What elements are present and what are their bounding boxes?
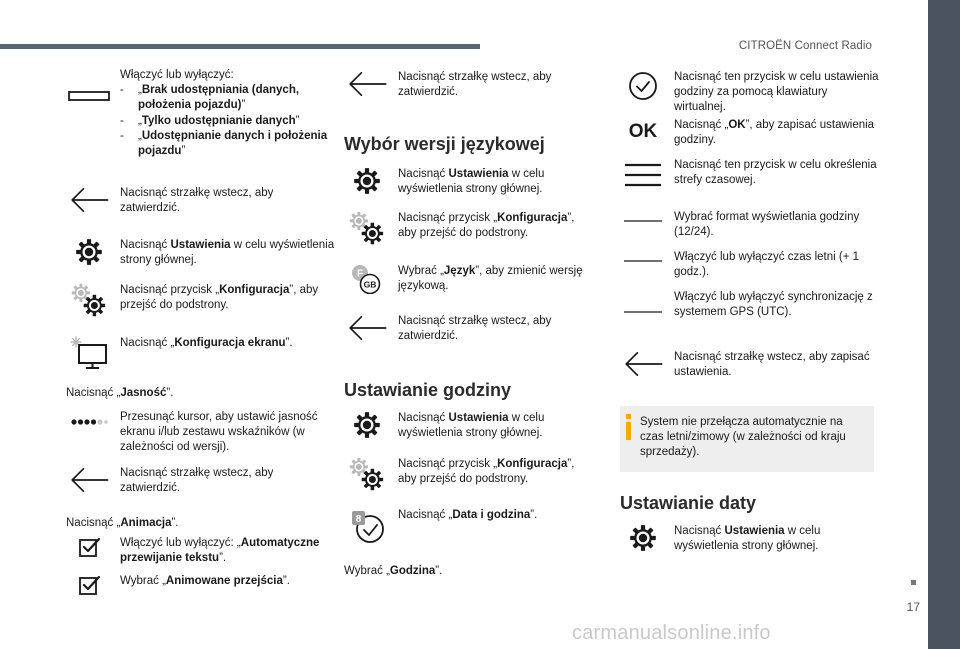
slider-text: Przesunąć kursor, aby ustawić jasność ekranu i/lub zestawu wskaźników (w zależności od wersji). <box>120 411 318 454</box>
back-confirm-row-1 <box>66 186 336 216</box>
brand-title: CITROËN Connect Radio <box>738 40 872 52</box>
time-heading: Ustawianie godziny <box>344 380 512 400</box>
autoscroll-row: Włączyć lub wyłączyć: „Automatyczne przewijanie tekstu”. <box>66 536 336 566</box>
ok-button-icon[interactable] <box>625 118 661 140</box>
toggle-bar-icon[interactable] <box>68 90 110 102</box>
format-row <box>620 210 880 240</box>
gear-icon[interactable] <box>629 524 657 552</box>
page-number: 17 <box>906 600 920 614</box>
virtual-keyboard-row <box>620 70 880 116</box>
page-marker <box>911 580 916 585</box>
hour-instruction: Wybrać „Godzina”. <box>344 565 443 577</box>
back-arrow-icon[interactable] <box>68 186 110 214</box>
menu-list-icon[interactable] <box>624 162 662 188</box>
time-config-row: Nacisnąć przycisk „Konfiguracja”, aby przejść do podstrony. <box>344 457 594 493</box>
info-box <box>620 406 874 472</box>
config-gears-icon[interactable] <box>349 457 385 493</box>
flag-gb-label: GB <box>363 279 377 290</box>
sharing-toggle-intro: Włączyć lub wyłączyć: <box>120 69 234 81</box>
screen-config-row: Nacisnąć „Konfiguracja ekranu”. <box>66 336 336 370</box>
config-gears-icon[interactable] <box>71 283 107 319</box>
option-line-icon[interactable] <box>624 219 662 223</box>
back-confirm-text: Nacisnąć strzałkę wstecz, aby zatwierdzić. <box>120 187 274 215</box>
gear-icon[interactable] <box>353 411 381 439</box>
option-line-icon[interactable] <box>624 259 662 263</box>
time-settings-row: Nacisnąć Ustawienia w celu wyświetlenia strony głównej. <box>344 411 594 441</box>
config-gears-icon[interactable] <box>349 211 385 247</box>
brightness-slider-row <box>66 410 336 456</box>
language-row: F GB Wybrać „Język”, aby zmienić wersję językową. <box>344 264 594 294</box>
back-save-row <box>620 350 880 380</box>
back-confirm-text: Nacisnąć strzałkę wstecz, aby zatwierdzić. <box>398 71 552 99</box>
ok-row: OK Nacisnąć „OK”, aby zapisać ustawienia godziny. <box>620 118 880 148</box>
date-settings-row: Nacisnąć Ustawienia w celu wyświetlenia strony głównej. <box>620 524 880 554</box>
back-confirm-text: Nacisnąć strzałkę wstecz, aby zatwierdzić. <box>120 467 274 495</box>
animated-transitions-row: Wybrać „Animowane przejścia”. <box>66 574 336 598</box>
animation-instruction: Nacisnąć „Animacja”. <box>66 517 179 529</box>
datetime-row: 8 Nacisnąć „Data i godzina”. <box>344 508 594 544</box>
lang-back-row <box>344 314 594 344</box>
format-text: Wybrać format wyświetlania godziny (12/24). <box>674 211 860 239</box>
checkbox-icon[interactable] <box>77 536 101 560</box>
timezone-text: Nacisnąć ten przycisk w celu określenia strefy czasowej. <box>674 159 877 187</box>
sharing-option[interactable]: - „Udostępnianie danych i położenia pojazdu” <box>120 129 336 159</box>
back-arrow-icon[interactable] <box>346 314 388 342</box>
dst-row <box>620 250 880 280</box>
language-heading: Wybór wersji językowej <box>344 134 545 154</box>
option-line-icon[interactable] <box>624 310 662 314</box>
sharing-option[interactable]: - „Tylko udostępnianie danych” <box>120 114 336 129</box>
gps-row <box>620 290 880 320</box>
sharing-option[interactable]: - „Brak udostępniania (danych, położenia pojazdu)” <box>120 83 336 113</box>
calendar-badge: 8 <box>355 514 362 525</box>
gps-text: Włączyć lub wyłączyć synchronizację z systemem GPS (UTC). <box>674 291 873 319</box>
back-arrow-icon[interactable] <box>622 350 664 378</box>
lang-config-row: Nacisnąć przycisk „Konfiguracja”, aby przejść do podstrony. <box>344 211 594 247</box>
checkbox-icon[interactable] <box>77 574 101 598</box>
back-confirm-row-2 <box>66 466 336 496</box>
brightness-instruction: Nacisnąć „Jasność”. <box>66 387 174 399</box>
slider-dots-icon[interactable] <box>70 418 108 426</box>
gear-icon[interactable] <box>353 167 381 195</box>
info-icon <box>626 414 631 440</box>
clock-icon[interactable] <box>349 508 385 544</box>
flag-f-label: F <box>356 268 364 280</box>
language-flags-icon[interactable] <box>349 264 385 294</box>
virtual-keyboard-text: Nacisnąć ten przycisk w celu ustawienia godziny za pomocą klawiatury wirtualnej. <box>674 71 879 114</box>
back-save-text: Nacisnąć strzałkę wstecz, aby zapisać ustawienia. <box>674 351 870 379</box>
back-arrow-icon[interactable] <box>68 466 110 494</box>
watermark: carmanualsonline.info <box>572 622 771 644</box>
config-row-1: Nacisnąć przycisk „Konfiguracja”, aby przejść do podstrony. <box>66 283 336 319</box>
back-confirm-row-top <box>344 70 594 100</box>
info-text: System nie przełącza automatycznie na czas letni/zimowy (w zależności od kraju sprzedaży). <box>640 416 846 459</box>
back-arrow-icon[interactable] <box>346 70 388 98</box>
back-confirm-text: Nacisnąć strzałkę wstecz, aby zatwierdzić. <box>398 315 552 343</box>
dst-text: Włączyć lub wyłączyć czas letni (+ 1 godz.). <box>674 251 860 279</box>
ok-label: OK <box>628 121 658 140</box>
sharing-toggle-row <box>66 68 336 159</box>
settings-row-1: Nacisnąć Ustawienia w celu wyświetlenia strony głównej. <box>66 238 336 268</box>
sharing-options-list <box>120 83 336 159</box>
date-heading: Ustawianie daty <box>620 493 757 513</box>
sidebar-strip <box>928 0 960 649</box>
gear-icon[interactable] <box>75 238 103 266</box>
timezone-row <box>620 158 880 188</box>
header-accent-bar <box>0 44 480 49</box>
screen-brightness-icon[interactable] <box>70 336 108 370</box>
lang-settings-row: Nacisnąć Ustawienia w celu wyświetlenia strony głównej. <box>344 167 594 197</box>
check-circle-icon[interactable] <box>627 70 659 102</box>
